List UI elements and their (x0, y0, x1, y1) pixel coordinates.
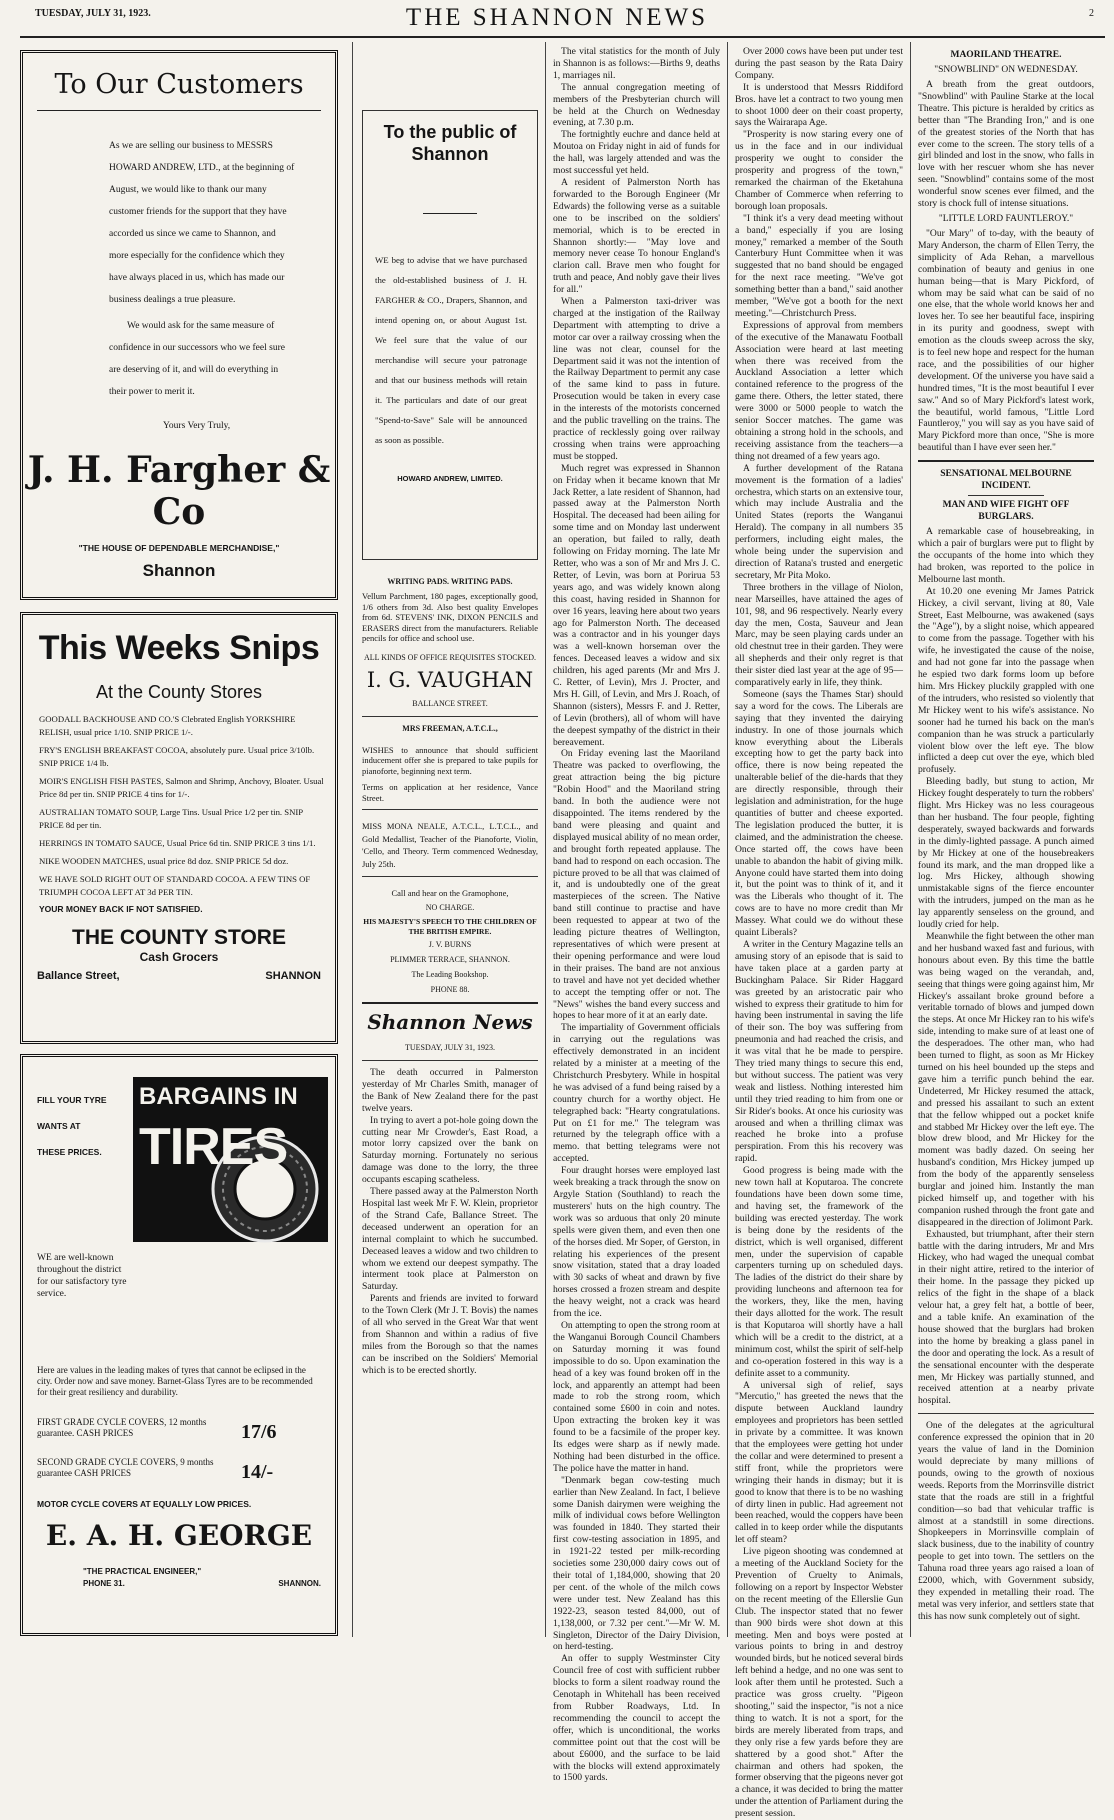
freeman-head: MRS FREEMAN, A.T.C.L., (402, 723, 498, 733)
freeman-terms: Terms on application at her residence, Vance Street. (362, 782, 538, 803)
snip-item: GOODALL BACKHOUSE AND CO.'S Clebrated English YORKSHIRE RELISH, usual price 1/10. SNIP PRICE 1/-. (39, 714, 296, 737)
editorial-paragraph: There passed away at the Palmerston North Hospital last week Mr F. W. Klein, proprietor of the Strand Cafe, Ballance Street. The deceased underwent an operation for an internal complaint to which he succumbed. Deceased leaves a widow and two children to whom we extend our deepest sympathy. The interment took place at Palmerston on Saturday. (362, 1186, 538, 1293)
public-ad (362, 110, 538, 560)
snips-ad-town: SHANNON (265, 970, 321, 982)
tyre-banner-main: TIRES (139, 1118, 288, 1176)
freeman-ad (362, 723, 538, 804)
news-paragraph: Three brothers in the village of Niolon, near Marseilles, have attained the ages of 101, 98, and 96 respectively. Nearly every day the men, Costa, Sauveur and Jean Marc, may be seen playing cards under an old chestnut tree in their garden. They were all shepherds and their only regret is that their sister died last year at the age of 95—comparatively early in life, they think. (735, 581, 903, 689)
news-paragraph: The annual congregation meeting of members of the Presbyterian church will be held at the Church on Wednesday evening, at 7.30 p.m. (553, 81, 720, 129)
editorial-nameplate: Shannon News (367, 1010, 533, 1034)
editorial-dateline: TUESDAY, JULY 31, 1923. (404, 1043, 496, 1052)
masthead-title: THE SHANNON NEWS (405, 4, 709, 31)
news-paragraph: "Prosperity is now staring every one of us in the face and in our individual prosperity we ought to consider the prosperity and progress of the town," remarked the chairman of the Eketahuna Chamber of Commerce when referring to borough loan proposals. (735, 129, 903, 212)
vaughan-name: I. G. VAUGHAN (366, 667, 534, 692)
snips-ad-subtitle: At the County Stores (95, 682, 263, 702)
editorial-paragraph: Parents and friends are invited to forward to the Town Clerk (Mr J. T. Bovis) the names of all who served in the Great War that went from Shannon and within a radius of five miles from the Borough so that the names can be inscribed on the Soldiers' Memorial which is to be erected shortly. (362, 1293, 538, 1376)
vaughan-street: BALLANCE STREET. (412, 698, 488, 708)
news-paragraph: Bleeding badly, but stung to action, Mr Hickey fought desperately to turn the robbers' flight. Mrs Hickey was no less courageous than her husband. The four people, fighting desperately, swayed backwards and forwards in the dimly-lighted passage. A punch aimed by Mr Hickey at one of the housebreakers found its mark, and the man dropped like a log. Mrs Hickey, although showing unmistakable signs of the fierce encounter with the intruders, jumped on the man as he lay apparently senseless on the ground, and loudly cried for help. (918, 776, 1094, 931)
news-paragraph: "I think it's a very dead meeting without a band," especially if you are losing money," remarked a member of the South Canterbury Hunt Committee when it was suggested that no band should be engaged for the next race meeting. "We've got something better than a band," said another member, "We've got a booth for the next meeting."—Christchurch Press. (735, 212, 903, 319)
column-rule (910, 42, 911, 1637)
page-number: 2 (1089, 8, 1094, 19)
news-paragraph: Good progress is being made with the new town hall at Koputaroa. The concrete foundations have been down some time, and having set, the framework of the building was erected yesterday. The work is being done by the residents of the district, which is well organised, different men, under the supervision of capable carpenters turning up on scheduled days. The ladies of the district do their share by providing luncheons and afternoon tea for the workers, they, like the men, having their days allotted for the work. The result is that Koputaroa will shortly have a hall which will be a credit to the district, at a minimum cost, whilst the spirit of self-help and co-operation fostered in this way is a definite asset to a community. (735, 1165, 903, 1379)
burns-phone: PHONE 88. (430, 985, 470, 994)
news-paragraph: Exhausted, but triumphant, after their stern battle with the daring intruders, Mr and Mrs Hickey, who had waged the unequal combat in their night attire, retired to the interior of their home. In the passage they picked up relics of the fight in the shape of a black velour hat, a grey felt hat, a bottle of beer, and a table knife. An examination of the house showed that the burglars had broken into the home by breaking a glass panel in the door and operating the lock. As a result of the sensational encounter with the desperate men, Mr Hickey was partially stunned, and received attention at a nearby private hospital. (918, 1228, 1094, 1407)
neale-ad (362, 820, 538, 870)
snip-list (39, 713, 325, 899)
theatre-heading: MAORILAND THEATRE. (950, 50, 1062, 60)
column-rule (352, 42, 353, 1637)
customers-ad-signoff: Yours Very Truly, (163, 421, 231, 431)
tyre-ad-town: SHANNON. (278, 1579, 321, 1588)
snips-ad-title: This Weeks Snips (38, 629, 320, 667)
column-2 (362, 46, 538, 1638)
snips-ad-grocers: Cash Grocers (139, 950, 219, 964)
news-paragraph: It is understood that Messrs Riddiford Bros. have let a contract to two young men to shoot 1000 deer on their coast property, says the Wairarapa Age. (735, 81, 903, 129)
tyre-ad-phone: PHONE 31. (83, 1579, 125, 1588)
news-paragraph: A writer in the Century Magazine tells an amusing story of an episode that is said to have taken place at a garden party at Buckingham Palace. Sir Rider Haggard was greeted by an aristocratic pair who wished to express their gratitude to him for having been instrumental in saving the life of their son. The boy was suffering from pneumonia and had reached the crisis, and it was vital that he be made to perspire. They tried many things to secure this end, but without success. The patient was very weak and listless. Nothing interested him until they tried reading to him from one or Sir Rider's books. At once his curiosity was aroused and when a thrilling climax was reached he broke into a profuse perspiration. From this his recovery was rapid. (735, 938, 903, 1165)
neale-body: MISS MONA NEALE, A.T.C.L., L.T.C.L., and Gold Medallist, Teacher of the Pianoforte, Violin, 'Cello, and Theory. Term commenced Wednesday, July 25th. (362, 821, 538, 869)
theatre-paragraph: "LITTLE LORD FAUNTLEROY." (938, 213, 1074, 224)
burns-address: PLIMMER TERRACE, SHANNON. (390, 955, 510, 964)
snip-item: HERRINGS IN TOMATO SAUCE, Usual Price 6d tin. SNIP PRICE 3 tins 1/1. (39, 838, 316, 848)
burns-shop: The Leading Bookshop. (411, 970, 489, 979)
news-paragraph: An offer to supply Westminster City Council free of cost with sufficient rubber blocks to form a silent roadway round the Cenotaph in Whitehall has been received from Rubber Roadways, Ltd. In recommending the council to accept the offer, which is unconditional, the works committee point out that the cost will be about £6000, and the surface to be laid with the blocks will extend approximately to 1500 yards. (553, 1653, 720, 1784)
tyre-second-label: SECOND GRADE CYCLE COVERS, 9 months guarantee CASH PRICES (37, 1457, 214, 1478)
burns-ad (362, 887, 538, 996)
column-5 (918, 46, 1094, 1638)
news-paragraph: Much regret was expressed in Shannon on Friday when it became known that Mr Jack Retter, a late resident of Shannon, had passed away at the Palmerston North Hospital. The deceased had been ailing for some time and on Monday last underwent an operation, but failed to rally, death following on Friday morning. The late Mr Retter, who was a son of Mr and Mrs J. C. Retter, of Levin, was born at Porirua 53 years ago, and was widely known along this coast, having resided in Shannon for over 16 years, leaving here about two years ago for Palmerston North. The deceased was a contractor and in his younger days was a well-known horseman over the fences. Deceased leaves a widow and six children, his aged parents (Mr and Mrs J. C. Retter, of Levin), Mrs J. Procter, and Mrs H. Gill, of Levin, and Mrs J. Roach, of Shannon (sisters), Messrs F. and J. Retter, of Levin (brothers), all of whom will have the deepest sympathy of the district in their bereavement. (553, 462, 720, 748)
news-paragraph: Meanwhile the fight between the other man and her husband waxed fast and furious, with honours about even. By this time the battle was being waged on the verandah, and, seeing that things were going against him, Mr Hickey's assailant broke ground before a veritable tornado of blows and jumped down the steps. At once Mr Hickey ran to his wife's side, intending to make sure of at least one of the desperadoes. The other man, who had been turned to flight, as soon as Mr Hickey turned on his heel bounded up the steps and gave him a terrific punch behind the ear. Undeterred, Mr Hickey resumed the attack, and pressed his assailant to such an extent that the fellow whipped out a pocket knife and stabbed Mr Hickey over the left eye. The blow drew blood, and Mr Hickey for the moment was badly dazed. On seeing her husband's condition, Mrs Hickey jumped up from the body of the apparently senseless burglar and joined him. Instantly the man picked himself up, and together with his companion rushed through the front gate and disappeared in the direction of Jolimont Park. (918, 931, 1094, 1228)
snip-item: MOIR'S ENGLISH FISH PASTES, Salmon and Shrimp, Anchovy, Bloater. Usual Price 8d per tin. SNIP PRICE 4 tins for 1/-. (39, 776, 324, 799)
news-paragraph: A remarkable case of housebreaking, in which a pair of burglars were put to flight by the occupants of the home into which they had broken, was reported to the police in Melbourne last month. (918, 526, 1094, 585)
tyre-ad-side: FILL YOUR TYRE WANTS AT THESE PRICES. (37, 1095, 107, 1157)
theatre-paragraph: "Our Mary" of to-day, with the beauty of Mary Anderson, the charm of Ellen Terry, the simplicity of Ada Rehan, a marvellous combination of beauty and genius in one human being—that is Mary Pickford, of whom may be said what can be said of no one else, that the whole world knows her and loves her. To see her beautiful face, inspiring in its purity and goodness, swept with emotion as the clouds sweep across the sky, is to feel new hope and respect for the human race, and the possibilities of our higher development. Of the universe you have said a hundred times, "It is the most beautiful I ever saw." And so of Mary Pickford's latest work, the beautiful, world famous, "Little Lord Fauntleroy," you will say as you have said of Mary Pickford more than once, "She is more beautiful than I have ever seen her." (918, 227, 1094, 454)
news-paragraph: The fortnightly euchre and dance held at Moutoa on Friday night in aid of funds for the hall, was largely attended and was the most successful yet held. (553, 129, 720, 177)
column-rule (727, 42, 728, 1637)
tyre-price-second (37, 1457, 321, 1484)
burns-nocharge: NO CHARGE. (425, 903, 475, 912)
vaughan-office: ALL KINDS OF OFFICE REQUISITES STOCKED. (363, 652, 536, 662)
customers-ad-town: Shannon (142, 561, 216, 580)
theatre-paragraph: A breath from the great outdoors, "Snowblind" with Pauline Starke at the local Theatre. This picture is heralded by critics as better than "The Branding Iron," and is one of the greatest stories of the North that has ever come to the screen. The story tells of a girl blinded and lost in the snow, who falls in love with her rescuer whom she has never seen. "Snowblind" contains some of the most wonderful snow scenes ever filmed, and the story is chock full of intense situations. (918, 79, 1094, 210)
masthead (0, 0, 1114, 40)
snips-ad-store: THE COUNTY STORE (72, 926, 286, 949)
theatre-subheading: "SNOWBLIND" ON WEDNESDAY. (934, 65, 1078, 75)
customers-ad-motto: "THE HOUSE OF DEPENDABLE MERCHANDISE," (78, 543, 280, 553)
customers-ad-body: As we are selling our business to MESSRS HOWARD ANDREW, LTD., at the beginning of August, we would like to thank our many customer friends for the support that they have accorded us since we came to Shannon, and more especially for the confidence which they have always placed in us, which has made our business dealings a true pleasure. (109, 141, 295, 305)
snips-ad-street: Ballance Street, (37, 970, 120, 982)
vaughan-head: WRITING PADS. WRITING PADS. (387, 577, 513, 586)
news-paragraph: Four draught horses were employed last week breaking a track through the snow on Argyle Station (Southland) to reach the musterers' huts on the high country. The work was so arduous that only 20 minute spells were given them, and even then one of the horses died. Mr Soper, of Gerston, in relating his experiences of the present snow visitation, stated that a dray loaded with 30 sacks of wheat and drawn by five horses crossed a frozen stream and despite the heavy weight, not a crack was heard from the ice. (553, 1165, 720, 1320)
customers-ad (20, 50, 338, 600)
news-paragraph: A resident of Palmerston North has forwarded to the Borough Engineer (Mr Edwards) the following verse as a suitable one to be inscribed on the soldiers' memorial, which is to be erected in Shannon shortly:— "May love and memory never cease To honour England's clarion call. Brave men who fought for truth and peace, And nobly gave their lives for all." (553, 176, 720, 296)
burns-name: J. V. BURNS (428, 940, 472, 949)
freeman-body: WISHES to announce that should sufficient inducement offer she is prepared to take pupils for pianoforte, beginning next term. (362, 744, 538, 776)
snip-item: NIKE WOODEN MATCHES, usual price 8d doz. SNIP PRICE 5d doz. (39, 856, 289, 866)
news-paragraph: Live pigeon shooting was condemned at a meeting of the Auckland Society for the Prevention of Cruelty to Animals, following on a report by Inspector Webster on the recent meeting of the Ellerslie Gun Club. The inspector stated that no fewer than 900 birds were shot down at this meeting. Men and boys were posted at various points to bring in and destroy wounded birds, but he noticed several birds left behind a hedge, and no one was sent to look after them until he protested. Such a practice was gross cruelty. "Pigeon shooting," said the inspector, "is not a nice thing to watch. It is not a sport, for the birds are merely liberated from traps, and they only rise a few yards before they are shattered by a good shot." After the chairman and others had spoken, the former observing that the pigeons never got a chance, it was decided to bring the matter under the attention of Parliament during the present session. (735, 1546, 903, 1820)
news-paragraph: Expressions of approval from members of the executive of the Manawatu Football Association were heard at last meeting when there was received from the Auckland Association a letter which contained reference to the progress of the game there. Others, the letter stated, there were 3000 or 5000 people to watch the senior Soccer matches. The game was obtaining a strong hold in the schools, and receiving assistance from the teachers—a thing not dreamed of a few years ago. (735, 319, 903, 462)
news-paragraph: "Denmark began cow-testing much earlier than New Zealand. In fact, I believe some Danish dairymen were weighing the milk of individual cows before Wellington was founded in 1840. They started their first cow-testing association in 1895, and in 1921-22 tested per milk-recording societies some 230,000 dairy cows out of their total of 1,184,000, showing that 20 per cent. of the whole of the milch cows were under test. New Zealand has this 1922-23, season tested 84,000, out of 1,138,000, or 7.32 per cent."—Mr W. M. Singleton, Director of the Dairy Division, on herd-testing. (553, 1474, 720, 1653)
tyre-price-first (37, 1417, 321, 1444)
public-ad-body: WE beg to advise that we have purchased the old-established business of J. H. FARGHER & CO., Drapers, Shannon, and intend opening on, or about August 1st. We feel sure that the value of our merchandise will secure your patronage and that our business methods will retain it. The particulars and date of our great "Spend-to-Save" Sale will be announced as soon as possible. (375, 255, 527, 445)
burns-call: Call and hear on the Gramophone, (391, 888, 509, 898)
snip-item: WE HAVE SOLD RIGHT OUT OF STANDARD COCOA. A FEW TINS OF TRIUMPH COCOA LEFT AT 3d PER TIN. (39, 874, 311, 897)
news-paragraph: One of the delegates at the agricultural conference expressed the opinion that in 20 years the value of land in the Dominion would depreciate by many millions of pounds, owing to the growth of noxious weeds. Reports from the Morrinsville district state that the roads are still in a frightful condition—so bad that vehicular traffic is almost at a standstill in some directions. Shopkeepers in Morrinsville complain of slack business, due to the inability of country people to get into town. The settlers on the Tahuna road three years ago raised a loan of £2000, which, with Government subsidy, they expended in metalling their road. The metal was very inferior, and settlers state that this has now sunk completely out of sight. (918, 1420, 1094, 1622)
news-paragraph: At 10.20 one evening Mr James Patrick Hickey, a civil servant, living at 80, Vale Street, East Melbourne, was awakened (says the "Age"), by a slight noise, which appeared to come from the passage. Together with his wife, he investigated the cause of the noise, and had not gone far into the passage when he espied two dark forms loom up before him. Mrs Hickey pluckily grappled with one of the intruders, who resisted so violently that Mr Hickey went to his wife's assistance. No sooner had he turned his back on the man's companion than he was struck a particularly violent blow over the left eye. The blow inflicted a deep cut over the eye, which bled profusely. (918, 585, 1094, 776)
snip-item: AUSTRALIAN TOMATO SOUP, Large Tins. Usual Price 1/2 per tin. SNIP PRICE 8d per tin. (39, 807, 303, 830)
snips-ad-guarantee: YOUR MONEY BACK IF NOT SATISFIED. (39, 904, 203, 914)
tyre-second-price: 14/- (241, 1460, 274, 1483)
news-paragraph: A further development of the Ratana movement is the formation of a ladies' orchestra, which starts on an extensive tour, which may include Australia and the United States (reports the Wanganui Herald). The company in all numbers 35 performers, including eight males, the whole being under the supervision and direction of Ratana's trusted and energetic secretary, Mr Pita Moko. (735, 462, 903, 581)
tyre-ad-lead: WE are well-known throughout the district for our satisfactory tyre service. (37, 1253, 127, 1299)
news-paragraph: Someone (says the Thames Star) should say a word for the cows. The Liberals are saying that they invented the dairying industry. In one of those journals which know everything about the Liberals excepting how to get the party back into office, there is now being repeated the unalterable belief of the die-hards that they are directly responsible, through their legislation and administration, for the huge quantities of butter and cheese exported. The legislation produced the butter, it is claimed, and the administration the cheese. Once started off, the cows have been unable to abandon the habit of giving milk. Anyone could have started them into doing it, but the point was to think of it, and it was the Liberals who thought of it. The cows are to have no more credit than Mr Massey. What could we do without these quaint Liberals? (735, 688, 903, 939)
news-paragraph: When a Palmerston taxi-driver was charged at the instigation of the Railway Department with attempting to drive a motor car over a railway crossing when the line was not clear, counsel for the Department said it was not the intention of the Railway Department to permit any case of the same kind to pass in future. Prosecution would be taken in every case in the interests of the motorists concerned and the public travelling on the trains. The practice of recklessly going over railway crossing when trains were approaching must be stopped. (553, 296, 720, 462)
column-3 (553, 46, 720, 1784)
tyre-ad-firm: E. A. H. GEORGE (45, 1519, 313, 1552)
snips-ad (20, 612, 338, 1044)
news-paragraph: A universal sigh of relief, says "Mercutio," has greeted the news that the dispute between Auckland laundry employees and proprietors has been settled in private by a committee. It was known that the employees were getting hot under the collar and were determined to present a stiff front, while the proprietors were wringing their hands in dismay; but it is good to know that there is to be no washing of dirty linen in public. Had agreement not been reached, would the coppers have been called in to keep order while the disputants let off steam? (735, 1379, 903, 1546)
tyre-ad-values: Here are values in the leading makes of tyres that cannot be eclipsed in the city. Order now and save money. Barnet-Glass Tyres are to be recommended for their great resiliency and durability. (37, 1365, 313, 1397)
tyre-first-price: 17/6 (241, 1420, 277, 1443)
tyre-ad-motor: MOTOR CYCLE COVERS AT EQUALLY LOW PRICES. (37, 1499, 252, 1509)
masthead-date: TUESDAY, JULY 31, 1923. (35, 8, 151, 19)
news-paragraph: On attempting to open the strong room at the Wanganui Borough Council Chambers on Saturday morning it was found impossible to do so. Upon examination the head of a key was found broken off in the lock, and apparently an attempt had been made to rob the strong room, which contained some £600 in coin and notes. Upon extracting the broken key it was found to be a facsimile of the proper key. Its edges were sharp as if newly made. Nothing had been disturbed in the office. The police have the matter in hand. (553, 1319, 720, 1474)
news-paragraph: On Friday evening last the Maoriland Theatre was packed to overflowing, the great attraction being the big picture "Robin Hood" and the Maoriland string band. In both the audience were not disappointed. The items rendered by the band were pleasing and quaint and displayed musical ability of no mean order, and brought forth repeated applause. The band had to respond on each occasion. The picture proved to be all that was claimed of it, and is undoubtedly one of the great masterpieces of the screen. The Native band still continue to practise and have been requested to appear at two of the leading picture theatres of Wellington, representatives of which were present at their opening performance and were loud in their praises. The band are not anxious to travel and have not yet decided whether to accept the tempting offer or not. The "News" wishes the band every success and hopes to hear more of it at an early date. (553, 748, 720, 1022)
editorial-paragraph: In trying to avert a pot-hole going down the cutting near Mr Crowder's, East Road, a motor lorry capsized over the bank on Saturday morning. Fortunately no serious damage was done to the lorry, the three occupants escaping scatheless. (362, 1114, 538, 1186)
editorial-paragraph: The death occurred in Palmerston yesterday of Mr Charles Smith, manager of the Bank of New Zealand there for the past twelve years. (362, 1067, 538, 1114)
burns-speech: HIS MAJESTY'S SPEECH TO THE CHILDREN OF THE BRITISH EMPIRE. (363, 917, 537, 936)
news-paragraph: The vital statistics for the month of July in Shannon is as follows:—Births 9, deaths 1, marriages nil. (553, 46, 720, 81)
public-ad-title: To the public of Shannon (383, 122, 517, 164)
customers-ad-firm: J. H. Fargher & Co (27, 449, 331, 533)
tyre-ad-tag: "THE PRACTICAL ENGINEER," (83, 1567, 202, 1576)
vaughan-body: Vellum Parchment, 180 pages, exceptionally good, 1/6 others from 3d. Also best quality Envelopes from 6d. STEVENS' INK, DIXON PENCILS and ERASERS direct from the manufacturers. Reliable pencils for office and school use. (362, 591, 538, 643)
tyre-banner-top: BARGAINS IN (139, 1083, 298, 1110)
customers-ad-body-2: We would ask for the same measure of confidence in our successors who we feel sure are deserving of it, and will do everything in their power to merit it. (109, 321, 285, 397)
editorial-body (362, 1067, 538, 1377)
public-ad-sign: HOWARD ANDREW, LIMITED. (397, 474, 503, 483)
melbourne-heading: SENSATIONAL MELBOURNE INCIDENT. (940, 469, 1072, 492)
column-rule (545, 42, 546, 1637)
melbourne-subheading: MAN AND WIFE FIGHT OFF BURGLARS. (942, 500, 1070, 523)
column-4 (735, 46, 903, 1820)
snip-item: FRY'S ENGLISH BREAKFAST COCOA, absolutely pure. Usual price 3/10lb. SNIP PRICE 1/4 lb. (39, 745, 315, 768)
news-paragraph: Over 2000 cows have been put under test during the past season by the Rata Dairy Company. (735, 46, 903, 81)
tyre-ad (20, 1054, 338, 1636)
vaughan-ad (362, 576, 538, 710)
tyre-first-label: FIRST GRADE CYCLE COVERS, 12 months guarantee. CASH PRICES (37, 1417, 207, 1438)
snips-ad-address (37, 970, 321, 982)
news-paragraph: The impartiality of Government officials in carrying out the regulations was effectively demonstrated in an incident related by a minister at a meeting of the Christchurch Presbytery. While in hospital he was advised of a fund being raised by a country church for a worthy object. He telegraphed back: "Hearty congratulations. Put on £1 for me." The telegram was returned by the telegraph office with a memo. that betting telegrams were not accepted. (553, 1022, 720, 1165)
masthead-rule (20, 36, 1105, 38)
tires-illustration (133, 1077, 328, 1242)
customers-ad-title: To Our Customers (54, 69, 304, 100)
